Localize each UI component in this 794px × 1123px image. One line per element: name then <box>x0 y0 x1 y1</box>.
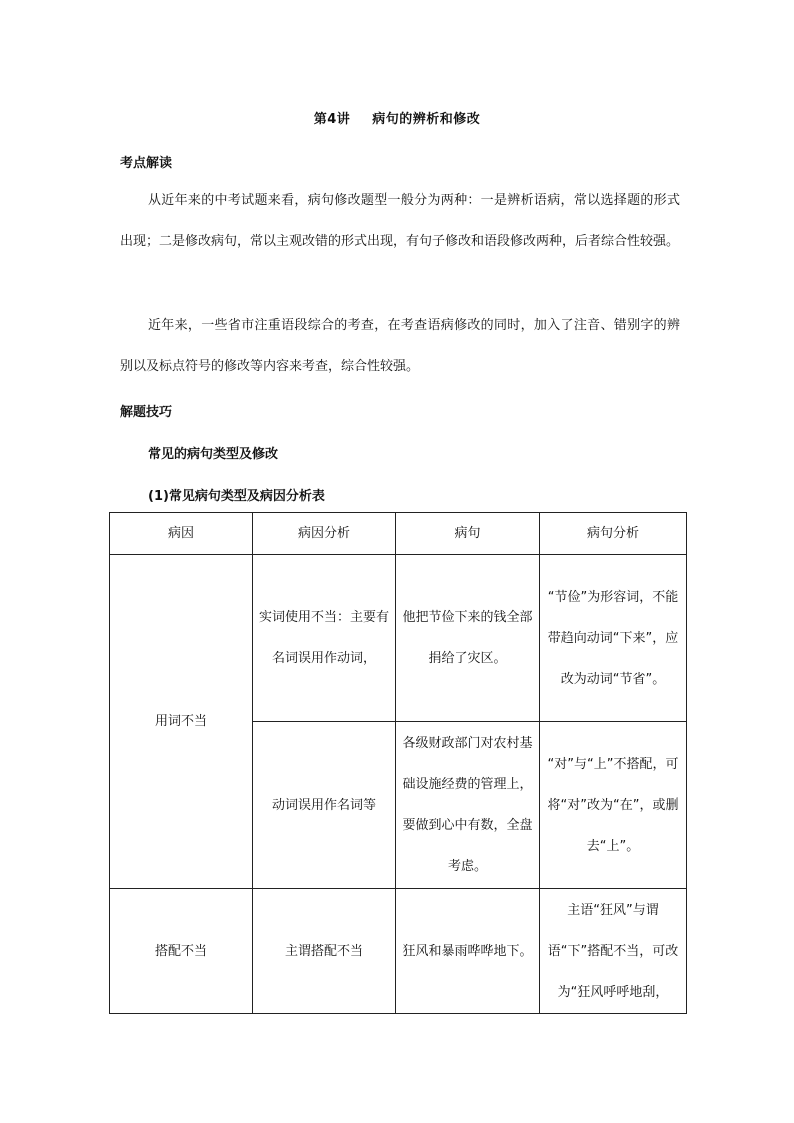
paragraph-exam-overview: 从近年来的中考试题来看，病句修改题型一般分为两种：一是辨析语病，常以选择题的形式出现；二是修改病句，常以主观改错的形式出现，有句子修改和语段修改两种，后者综合性较强。 <box>120 193 680 249</box>
cell-sentence: 狂风和暴雨哗哗地下。 <box>396 889 540 1014</box>
cell-sentence-analysis: “对”与“上”不搭配，可将“对”改为“在”，或删去“上”。 <box>540 722 687 889</box>
error-type-table <box>109 512 687 1014</box>
cell-group-collocation: 搭配不当 <box>110 889 253 1014</box>
cell-cause-analysis: 实词使用不当：主要有名词误用作动词， <box>253 555 396 722</box>
subheading-common-types: 常见的病句类型及修改 <box>148 447 279 462</box>
cell-cause-analysis: 主谓搭配不当 <box>253 889 396 1014</box>
header-sentence-analysis: 病句分析 <box>540 513 687 555</box>
section-heading-techniques: 解题技巧 <box>120 405 173 420</box>
paragraph-recent-trends: 近年来，一些省市注重语段综合的考查，在考查语病修改的同时，加入了注音、错别字的辨别以及标点符号的修改等内容来考查，综合性较强。 <box>120 318 680 374</box>
cell-sentence: 各级财政部门对农村基础设施经费的管理上，要做到心中有数，全盘考虑。 <box>396 722 540 889</box>
subheading-analysis-table: (1)常见病句类型及病因分析表 <box>148 489 325 504</box>
title-text: 病句的辨析和修改 <box>372 112 481 127</box>
cell-sentence-analysis: 主语“狂风”与谓语“下”搭配不当，可改为“狂风呼呼地刮， <box>540 889 687 1014</box>
table-header-row <box>110 513 687 555</box>
cell-sentence-analysis: “节俭”为形容词，不能带趋向动词“下来”，应改为动词“节省”。 <box>540 555 687 722</box>
header-cause: 病因 <box>110 513 253 555</box>
cell-sentence: 他把节俭下来的钱全部捐给了灾区。 <box>396 555 540 722</box>
section-heading-exam-points: 考点解读 <box>120 156 173 171</box>
cell-group-word-misuse: 用词不当 <box>110 555 253 889</box>
header-cause-analysis: 病因分析 <box>253 513 396 555</box>
title-lesson-number: 第4讲 <box>313 112 351 127</box>
table-row <box>110 889 687 1014</box>
cell-cause-analysis: 动词误用作名词等 <box>253 722 396 889</box>
page-title <box>0 108 794 127</box>
table-row <box>110 555 687 722</box>
header-sentence: 病句 <box>396 513 540 555</box>
